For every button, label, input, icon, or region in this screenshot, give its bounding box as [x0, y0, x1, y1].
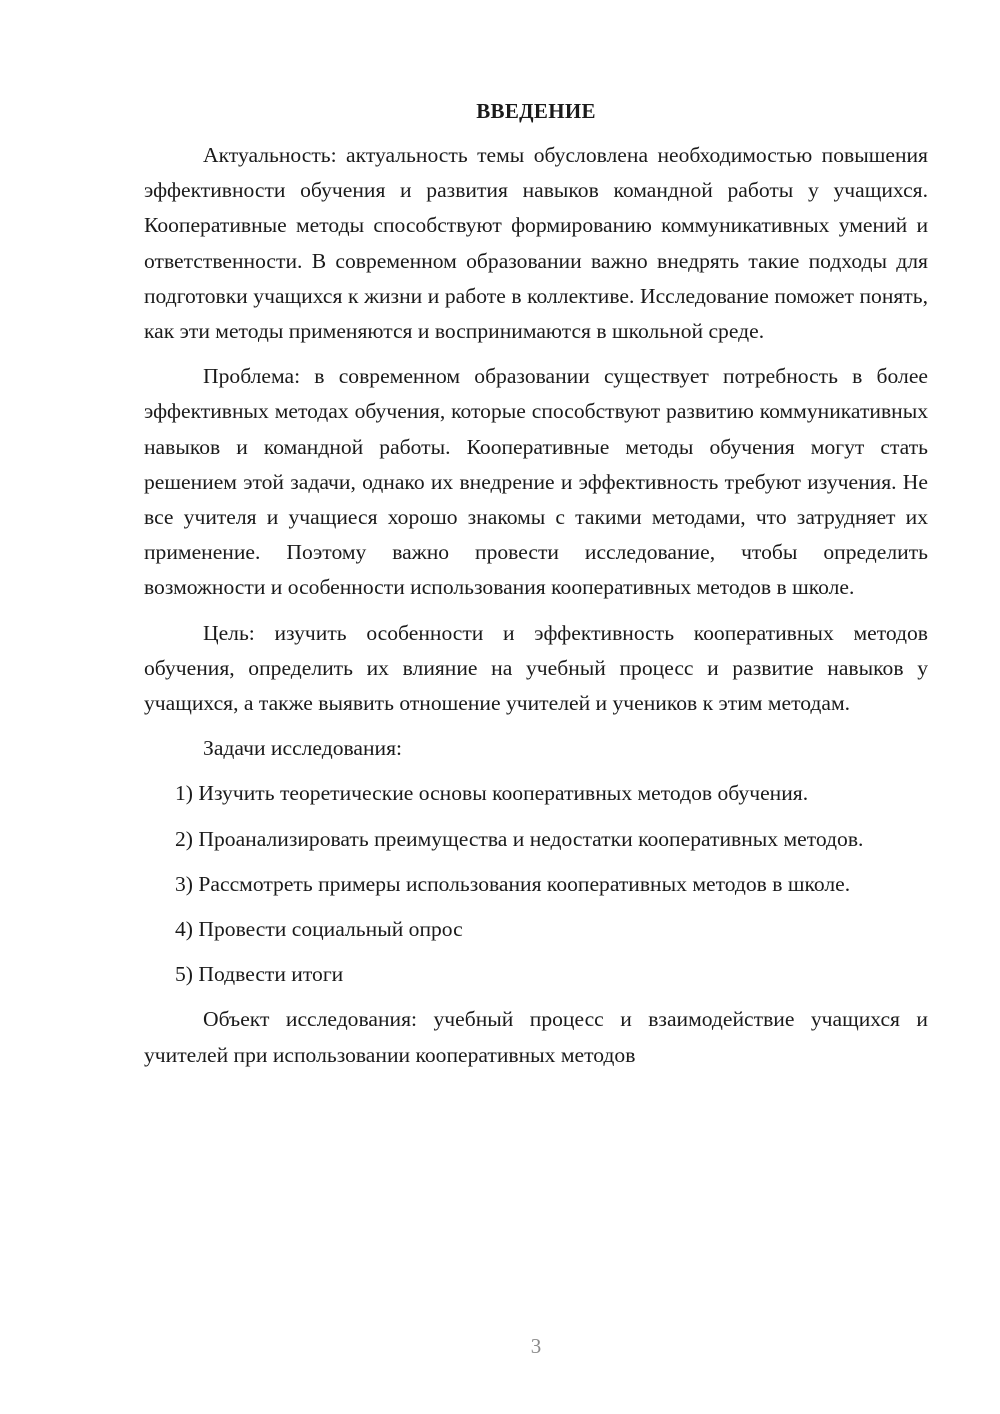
paragraph-goal: Цель: изучить особенности и эффективность кооперативных методов обучения, определить их влияние на учебный процесс и развитие навыков у учащихся, а также выявить отношение учителей и учеников к этим методам. — [144, 620, 928, 716]
section-heading: ВВЕДЕНИЕ — [476, 99, 596, 123]
page-content — [144, 94, 928, 1083]
paragraph-relevance: Актуальность: актуальность темы обусловлена необходимостью повышения эффективности обучения и развития навыков командной работы у учащихся. Кооперативные методы способствуют формированию коммуникативных умений и ответственности. В современном образовании важно внедрять такие подходы для подготовки учащихся к жизни и работе в коллективе. Исследование поможет понять, как эти методы применяются и воспринимаются в школьной среде. — [144, 143, 928, 344]
page-number: 3 — [530, 1334, 542, 1358]
paragraph-object: Объект исследования: учебный процесс и взаимодействие учащихся и учителей при использовании кооперативных методов — [144, 1007, 928, 1067]
paragraph-problem: Проблема: в современном образовании существует потребность в более эффективных методах обучения, которые способствуют развитию коммуникативных навыков и командной работы. Кооперативные методы обучения могут стать решением этой задачи, однако их внедрение и эффективность требуют изучения. Не все учителя и учащиеся хорошо знакомы с такими методами, что затрудняет их применение. Поэтому важно провести исследование, чтобы определить возможности и особенности использования кооперативных методов в школе. — [144, 364, 928, 600]
task-item-4: 4) Провести социальный опрос — [175, 917, 463, 942]
task-item-5: 5) Подвести итоги — [175, 962, 344, 987]
task-item-2: 2) Проанализировать преимущества и недостатки кооперативных методов. — [175, 826, 864, 851]
task-item-3: 3) Рассмотреть примеры использования кооперативных методов в школе. — [175, 871, 851, 896]
task-item-1: 1) Изучить теоретические основы кооперативных методов обучения. — [175, 781, 809, 806]
tasks-title: Задачи исследования: — [203, 736, 403, 761]
